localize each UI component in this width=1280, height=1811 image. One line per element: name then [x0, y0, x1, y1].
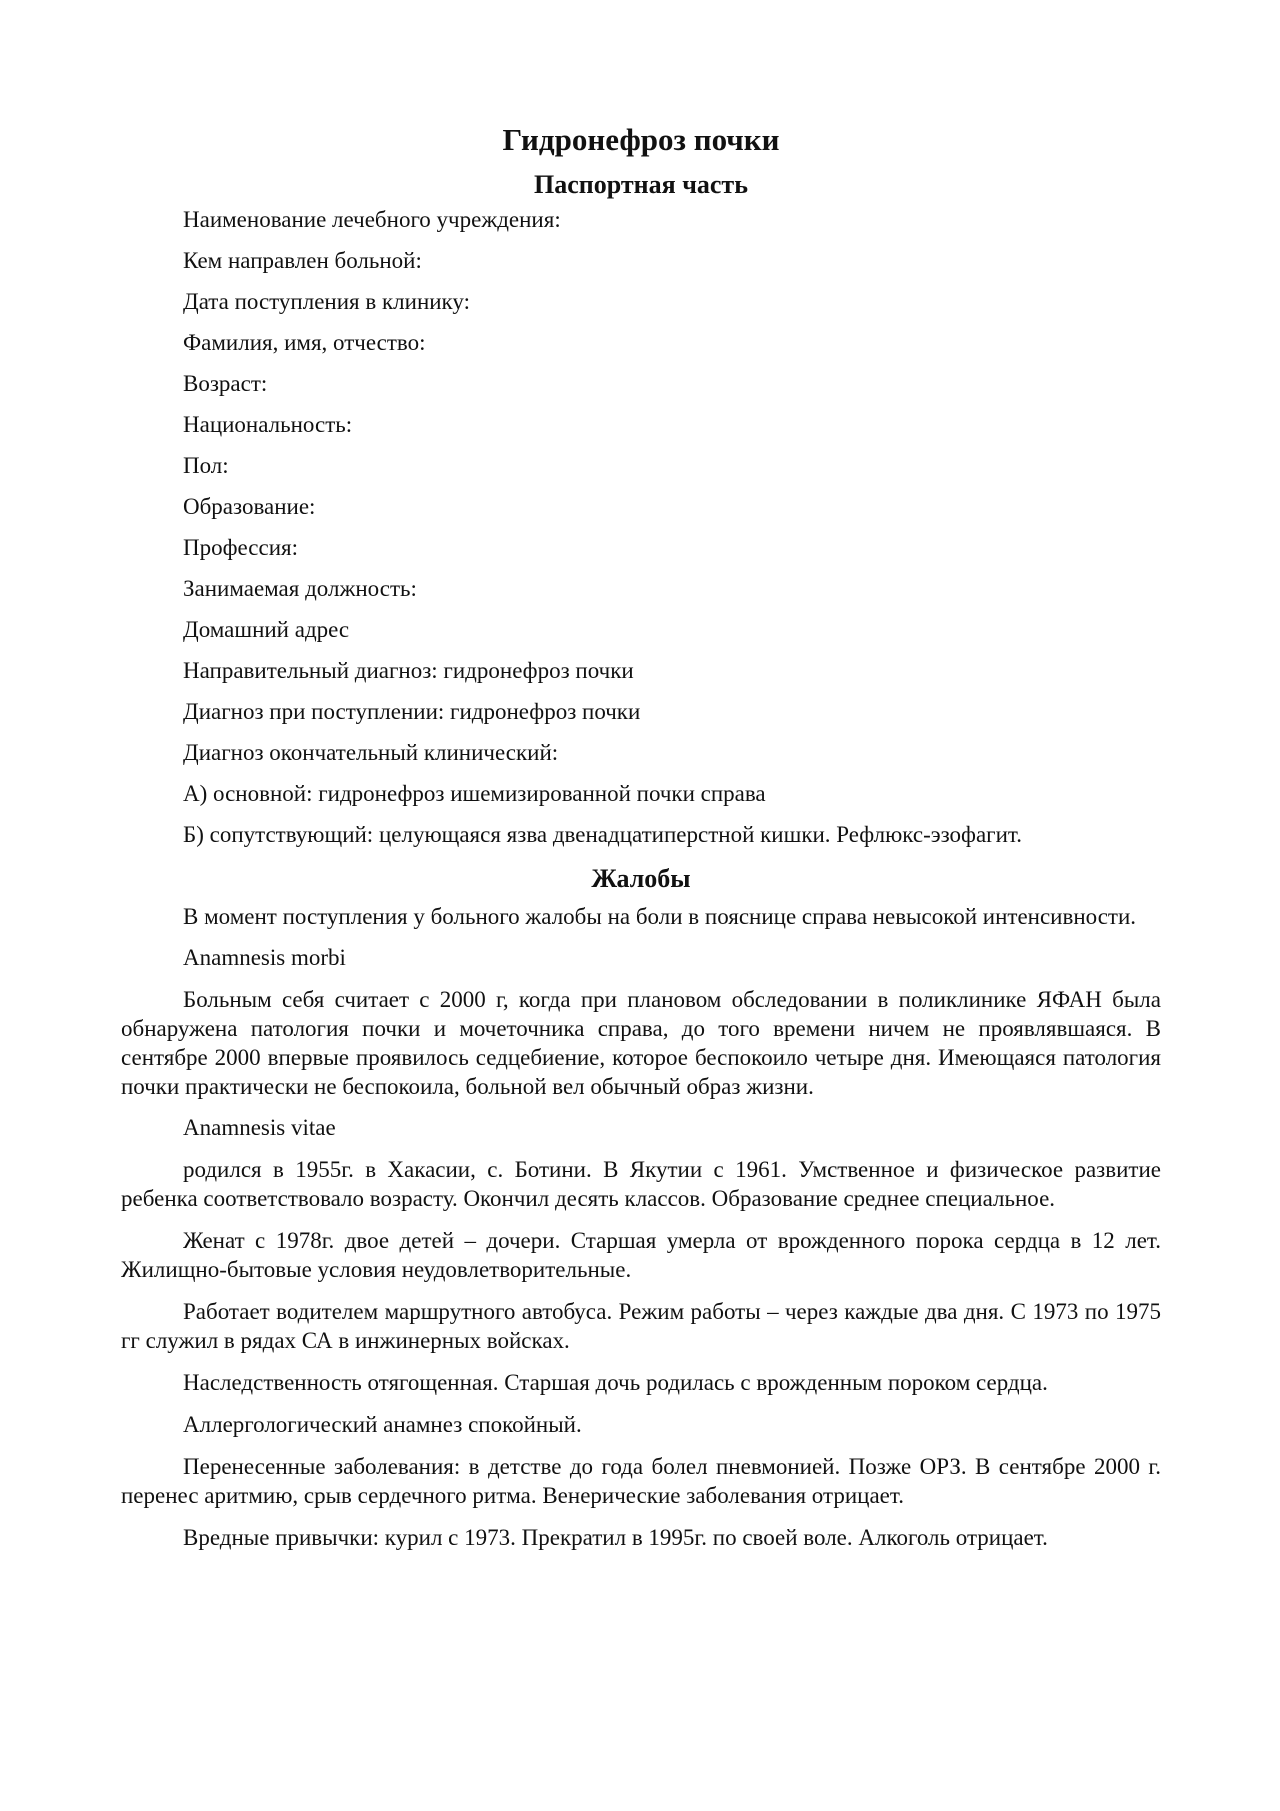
- anamnesis-vitae-allergy: Аллергологический анамнез спокойный.: [183, 1412, 582, 1437]
- passport-field-sex: Пол:: [183, 453, 229, 478]
- passport-field-full-name: Фамилия, имя, отчество:: [183, 330, 426, 355]
- passport-field-referred-by: Кем направлен больной:: [183, 248, 422, 273]
- passport-field-final-diagnosis: Диагноз окончательный клинический:: [183, 740, 559, 765]
- passport-heading: Паспортная часть: [534, 170, 748, 199]
- passport-field-main-diagnosis: А) основной: гидронефроз ишемизированной почки справа: [183, 781, 766, 806]
- anamnesis-vitae-family: Женат с 1978г. двое детей – дочери. Старшая умерла от врожденного порока сердца в 12 лет. Жилищно-бытовые условия неудовлетворительные.: [121, 1228, 1161, 1282]
- document-body: [121, 120, 1161, 1565]
- anamnesis-vitae-heredity: Наследственность отягощенная. Старшая дочь родилась с врожденным пороком сердца.: [183, 1370, 1048, 1395]
- passport-field-referral-diagnosis: Направительный диагноз: гидронефроз почки: [183, 658, 634, 683]
- anamnesis-morbi-text: Больным себя считает с 2000 г, когда при плановом обследовании в поликлинике ЯФАН была обнаружена патология почки и мочеточника справа, до того времени ничем не проявлявшаяся. В сентябре 2000 впервые проявилось седцебиение, которое беспокоило четыре дня. Имеющаяся патология почки практически не беспокоила, больной вел обычный образ жизни.: [121, 987, 1161, 1099]
- passport-field-institution: Наименование лечебного учреждения:: [183, 207, 561, 232]
- passport-field-nationality: Национальность:: [183, 412, 353, 437]
- complaints-text: В момент поступления у больного жалобы на боли в пояснице справа невысокой интенсивности.: [183, 904, 1137, 929]
- anamnesis-morbi-heading: Anamnesis morbi: [183, 945, 346, 970]
- anamnesis-vitae-section: [121, 1155, 1161, 1552]
- passport-field-admission-date: Дата поступления в клинику:: [183, 289, 470, 314]
- passport-field-education: Образование:: [183, 494, 316, 519]
- passport-fields: [121, 206, 1161, 849]
- passport-field-concomitant-diagnosis: Б) сопутствующий: целующаяся язва двенадцатиперстной кишки. Рефлюкс-эзофагит.: [183, 822, 1022, 847]
- anamnesis-vitae-heading: Anamnesis vitae: [183, 1115, 336, 1140]
- anamnesis-vitae-habits: Вредные привычки: курил с 1973. Прекратил в 1995г. по своей воле. Алкоголь отрицает.: [183, 1525, 1048, 1550]
- anamnesis-vitae-work: Работает водителем маршрутного автобуса. Режим работы – через каждые два дня. С 1973 по 1975 гг служил в рядах СА в инжинерных войсках.: [121, 1299, 1161, 1353]
- anamnesis-vitae-birth: родился в 1955г. в Хакасии, с. Ботини. В Якутии с 1961. Умственное и физическое развитие ребенка соответствовало возрасту. Окончил десять классов. Образование среднее специальное.: [121, 1157, 1161, 1211]
- passport-field-profession: Профессия:: [183, 535, 298, 560]
- document-title: Гидронефроз почки: [502, 122, 780, 157]
- passport-field-position: Занимаемая должность:: [183, 576, 417, 601]
- complaints-heading: Жалобы: [591, 864, 691, 893]
- passport-field-age: Возраст:: [183, 371, 268, 396]
- passport-field-admission-diagnosis: Диагноз при поступлении: гидронефроз почки: [183, 699, 641, 724]
- passport-field-home-address: Домашний адрес: [183, 617, 350, 642]
- anamnesis-vitae-past-diseases: Перенесенные заболевания: в детстве до года болел пневмонией. Позже ОРЗ. В сентябре 2000 г. перенес аритмию, срыв сердечного ритма. Венерические заболевания отрицает.: [121, 1454, 1161, 1508]
